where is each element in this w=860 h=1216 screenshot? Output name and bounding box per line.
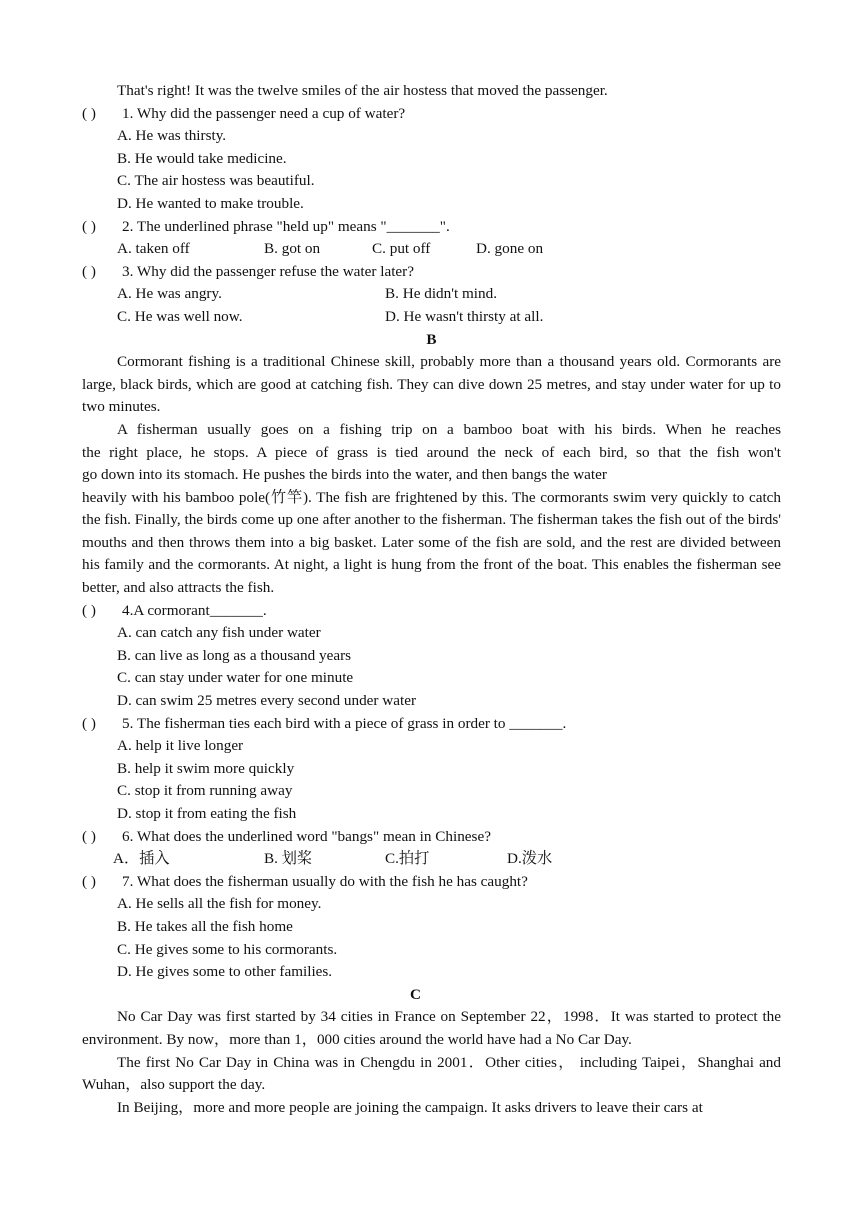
question-3 — [82, 261, 781, 284]
option-d: D. can swim 25 metres every second under water — [117, 692, 417, 710]
question-1 — [82, 103, 781, 126]
option-d: D. gone on — [476, 240, 544, 258]
intro-line: That's right! It was the twelve smiles of the air hostess that moved the passenger. — [117, 82, 608, 99]
option-a: A. He was angry. — [117, 285, 222, 303]
options-row — [82, 848, 781, 871]
question-stem: 5. The fisherman ties each bird with a piece of grass in order to _______. — [122, 714, 567, 732]
option-b: B. got on — [264, 240, 321, 258]
question-stem: 6. What does the underlined word "bangs" mean in Chinese? — [122, 827, 491, 845]
worksheet-page — [82, 80, 781, 1119]
question-stem: 2. The underlined phrase "held up" means "_______". — [122, 217, 450, 235]
option-a: A. taken off — [117, 240, 190, 258]
passage-paragraph: The first No Car Day in China was in Chengdu in 2001．Other cities， including Taipei，Shanghai and Wuhan，also support the day. — [82, 1053, 781, 1094]
answer-blank: ( ) — [82, 827, 96, 845]
passage-paragraph: heavily with his bamboo pole(竹竿). The fish are frightened by this. The cormorants swim very quickly to catch the fish. Finally, the birds come up one after another to the fisherman. The fisherman takes the fish out of the birds' mouths and then throws them into a big basket. Later some of the fish are sold, and the rest are divided between his family and the cormorants. At night, a light is hung from the front of the boat. This enables the fisherman see better, and also attracts the fish. — [82, 488, 781, 597]
question-stem: 3. Why did the passenger refuse the water later? — [122, 262, 414, 280]
answer-blank: ( ) — [82, 601, 96, 619]
question-stem: 7. What does the fisherman usually do with the fish he has caught? — [122, 872, 528, 890]
passage-line: the right place, he stops. A piece of grass is tied around the neck of each bird, so that the fish won't — [82, 443, 781, 461]
option-d: D. He wasn't thirsty at all. — [385, 307, 544, 325]
answer-blank: ( ) — [82, 217, 96, 235]
question-6 — [82, 826, 781, 849]
option-d: D. He wanted to make trouble. — [117, 194, 304, 212]
passage-line: go down into its stomach. He pushes the birds into the water, and then bangs the water — [82, 466, 607, 484]
question-2 — [82, 216, 781, 239]
answer-blank: ( ) — [82, 872, 96, 890]
answer-blank: ( ) — [82, 714, 96, 732]
option-a: A．插入 — [113, 850, 170, 868]
option-a: A. can catch any fish under water — [117, 624, 321, 642]
passage-paragraph: No Car Day was first started by 34 cities in France on September 22，1998．It was started to protect the environment. By now，more than 1，000 cities around the world have had a No Car Day. — [82, 1008, 781, 1048]
option-d: D. He gives some to other families. — [117, 963, 333, 981]
option-c: C. The air hostess was beautiful. — [117, 172, 315, 190]
option-a: A. He sells all the fish for money. — [117, 895, 322, 913]
option-d: D.泼水 — [507, 850, 553, 868]
option-a: A. He was thirsty. — [117, 127, 227, 145]
section-heading-b: B — [426, 330, 437, 348]
section-heading-c: C — [410, 985, 421, 1003]
passage-paragraph: In Beijing，more and more people are joining the campaign. It asks drivers to leave their cars at — [117, 1098, 703, 1116]
option-b: B. He didn't mind. — [385, 285, 498, 303]
passage-paragraph: Cormorant fishing is a traditional Chinese skill, probably more than a thousand years old. Cormorants are large, black birds, which are good at catching fish. They can dive down 25 metres, and stay under water for up to two minutes. — [82, 353, 781, 416]
question-stem: 1. Why did the passenger need a cup of water? — [122, 104, 406, 122]
options-row — [82, 306, 781, 329]
question-5 — [82, 713, 781, 736]
options-row — [82, 283, 781, 306]
option-b: B. can live as long as a thousand years — [117, 646, 352, 664]
option-c: C. stop it from running away — [117, 782, 293, 800]
option-a: A. help it live longer — [117, 737, 244, 755]
passage-line: A fisherman usually goes on a fishing trip on a bamboo boat with his birds. When he reaches — [117, 420, 781, 438]
option-c: C. He gives some to his cormorants. — [117, 940, 338, 958]
option-b: B. 划桨 — [264, 850, 313, 868]
question-4 — [82, 600, 781, 623]
question-stem: 4.A cormorant_______. — [122, 601, 267, 619]
option-d: D. stop it from eating the fish — [117, 805, 297, 822]
option-c: C. can stay under water for one minute — [117, 669, 354, 687]
option-b: B. help it swim more quickly — [117, 759, 295, 777]
option-c: C.拍打 — [385, 850, 430, 868]
answer-blank: ( ) — [82, 262, 96, 280]
options-row — [82, 238, 781, 261]
option-c: C. He was well now. — [117, 307, 243, 325]
answer-blank: ( ) — [82, 104, 96, 122]
option-b: B. He would take medicine. — [117, 149, 287, 167]
option-c: C. put off — [372, 240, 431, 258]
question-7 — [82, 871, 781, 894]
option-b: B. He takes all the fish home — [117, 917, 293, 935]
